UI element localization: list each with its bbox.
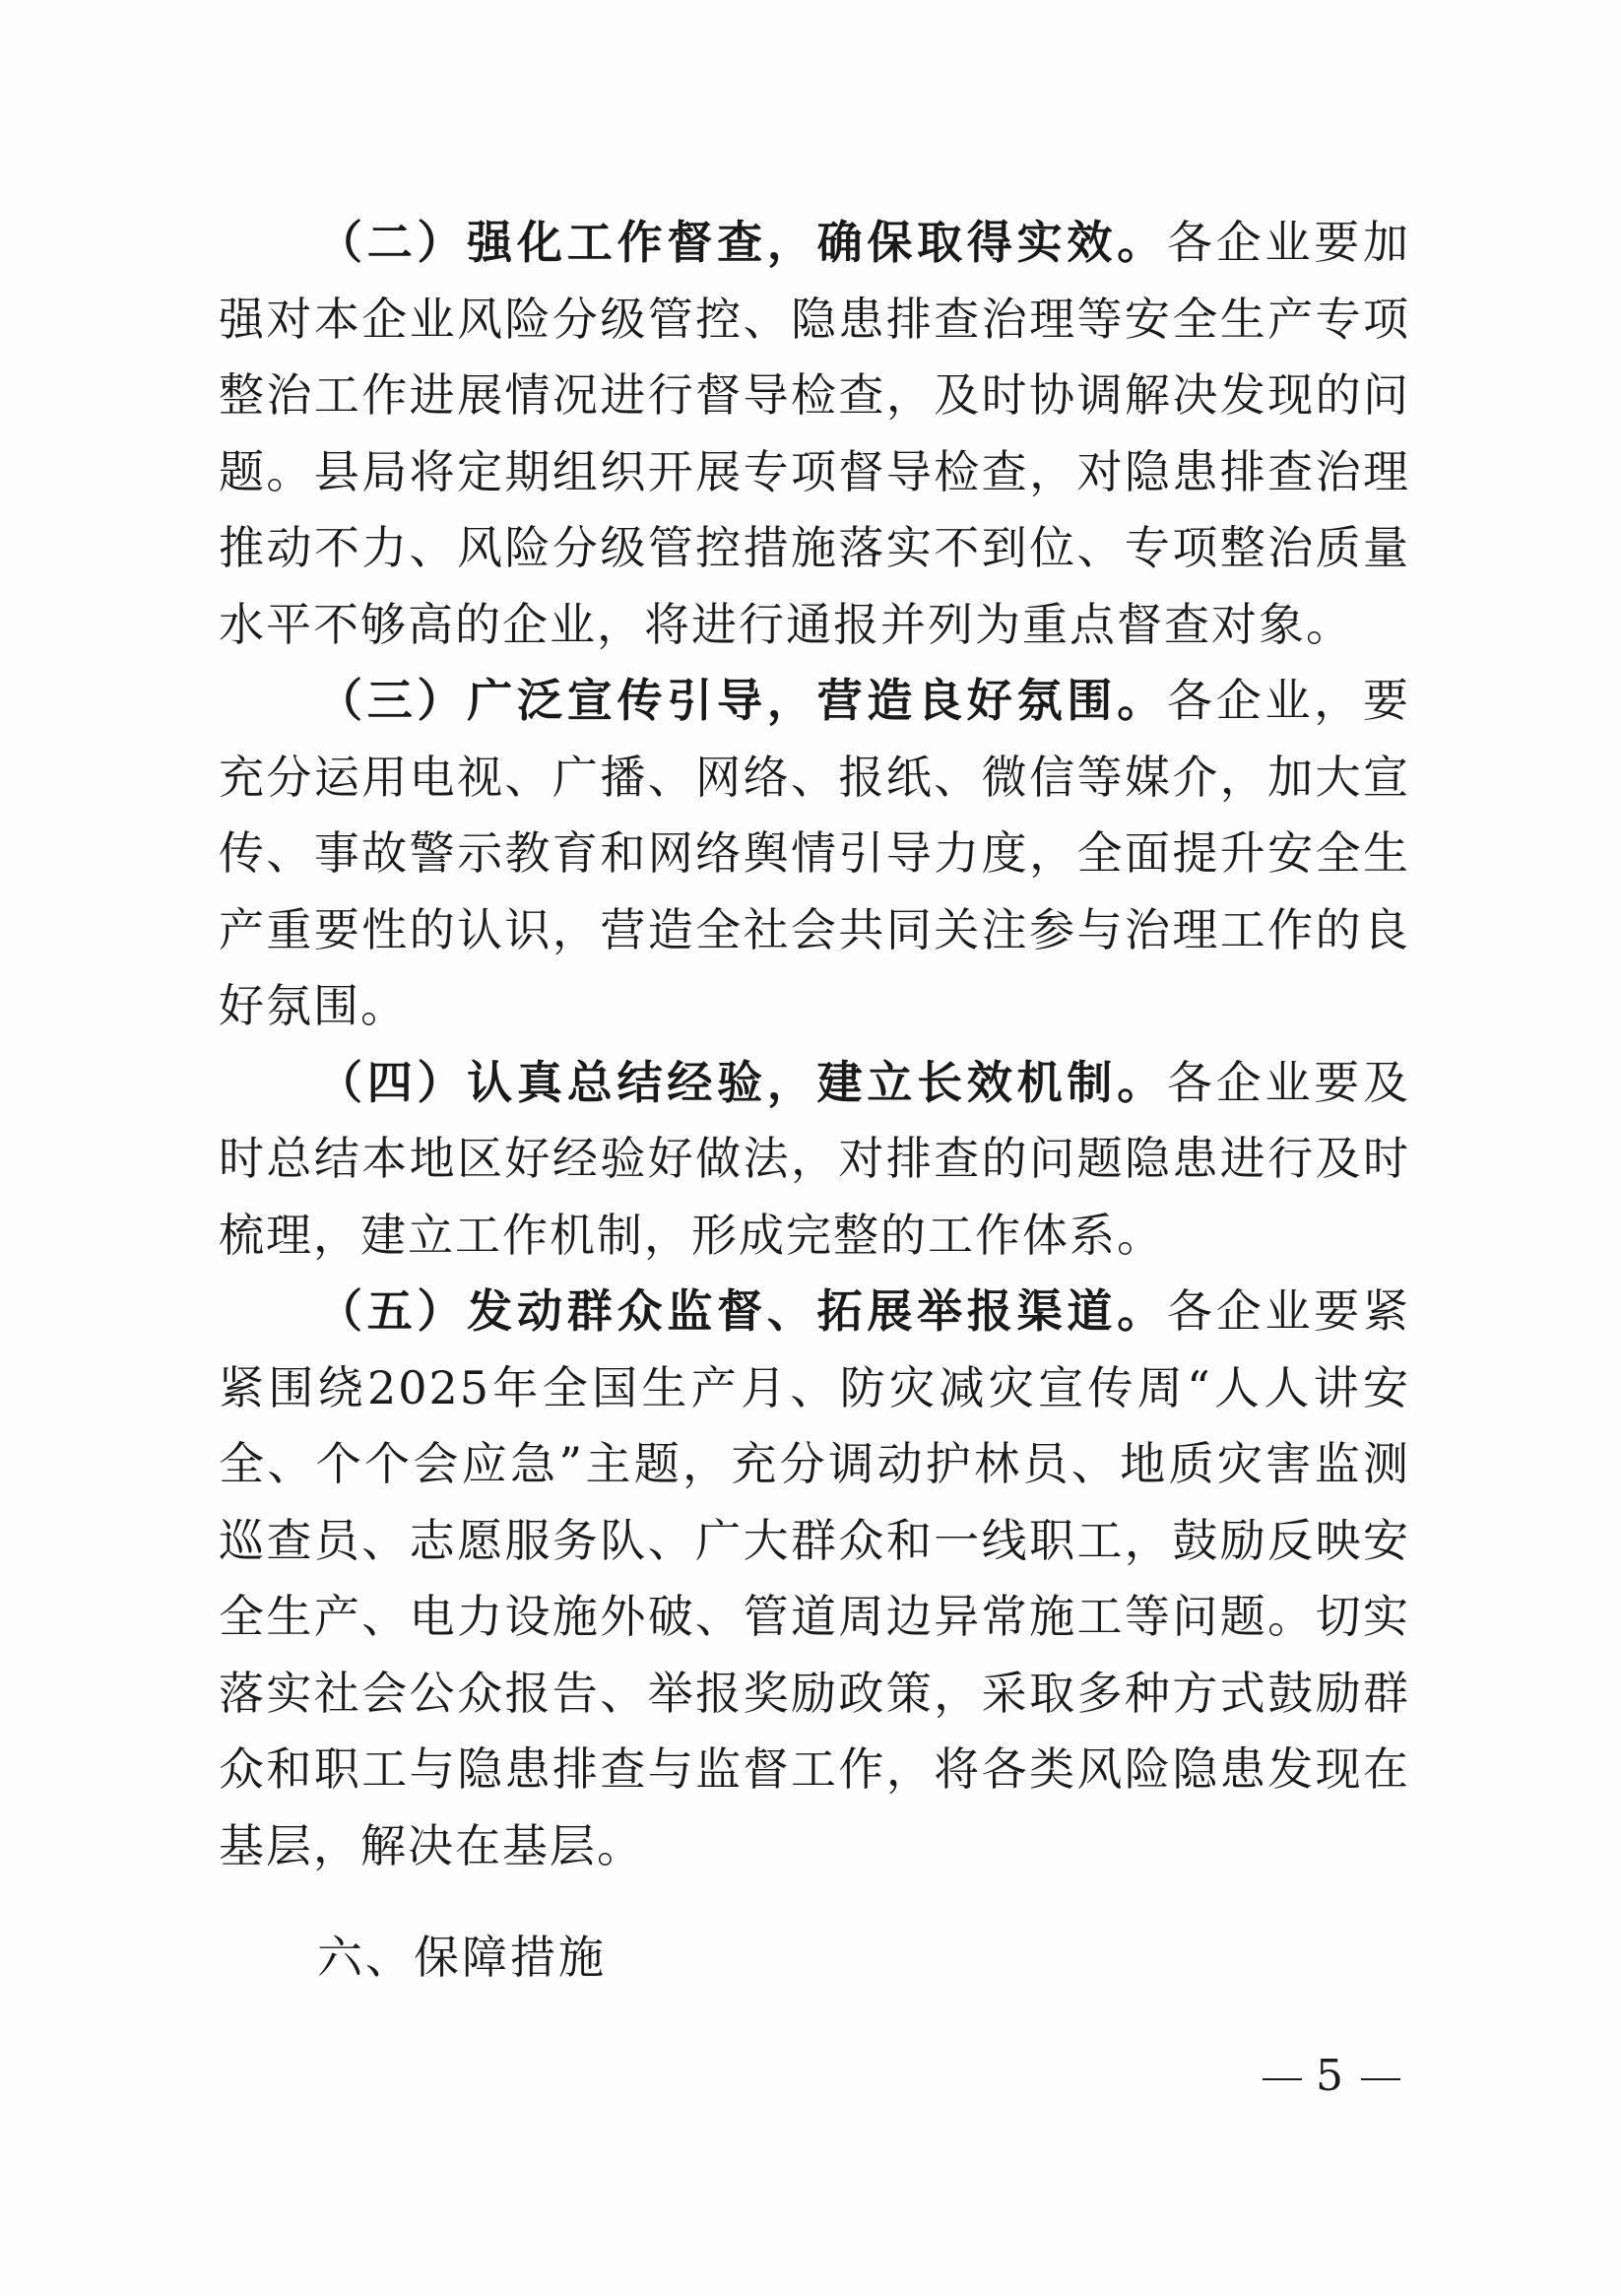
paragraph-public-supervision: [219, 1274, 1410, 1884]
document-body: [219, 205, 1410, 1997]
page-number-value: 5: [1316, 2051, 1347, 2101]
dash-right: [1361, 2078, 1400, 2080]
page-number: [1249, 2051, 1414, 2101]
paragraph-experience: [219, 1045, 1410, 1275]
paragraph-text: 各企业要加强对本企业风险分级管控、隐患排查治理等安全生产专项整治工作进展情况进行督导检查，及时协调解决发现的问题。县局将定期组织开展专项督导检查，对隐患排查治理推动不力、风险分级管控措施落实不到位、专项整治质量水平不够高的企业，将进行通报并列为重点督查对象。: [219, 216, 1411, 651]
paragraph-text: 各企业要紧紧围绕2025年全国生产月、防灾减灾宣传周“人人讲安全、个个会应急”主题，充分调动护林员、地质灾害监测巡查员、志愿服务队、广大群众和一线职工，鼓励反映安全生产、电力设施外破、管道周边异常施工等问题。切实落实社会公众报告、举报奖励政策，采取多种方式鼓励群众和职工与隐患排查与监督工作，将各类风险隐患发现在基层，解决在基层。: [219, 1284, 1411, 1872]
paragraph-lead: （四）认真总结经验，建立长效机制。: [317, 1055, 1167, 1109]
paragraph-text: 各企业要及时总结本地区好经验好做法，对排查的问题隐患进行及时梳理，建立工作机制，形成完整的工作体系。: [219, 1055, 1411, 1262]
paragraph-publicity: [219, 663, 1410, 1045]
section-heading: 六、保障措施: [317, 1931, 607, 1984]
paragraph-lead: （二）强化工作督查，确保取得实效。: [317, 216, 1167, 269]
dash-left: [1263, 2078, 1302, 2080]
paragraph-lead: （三）广泛宣传引导，营造良好氛围。: [317, 674, 1167, 727]
paragraph-supervision: [219, 205, 1410, 663]
paragraph-text: 各企业，要充分运用电视、广播、网络、报纸、微信等媒介，加大宣传、事故警示教育和网络舆情引导力度，全面提升安全生产重要性的认识，营造全社会共同关注参与治理工作的良好氛围。: [219, 674, 1411, 1032]
paragraph-lead: （五）发动群众监督、拓展举报渠道。: [317, 1284, 1167, 1338]
